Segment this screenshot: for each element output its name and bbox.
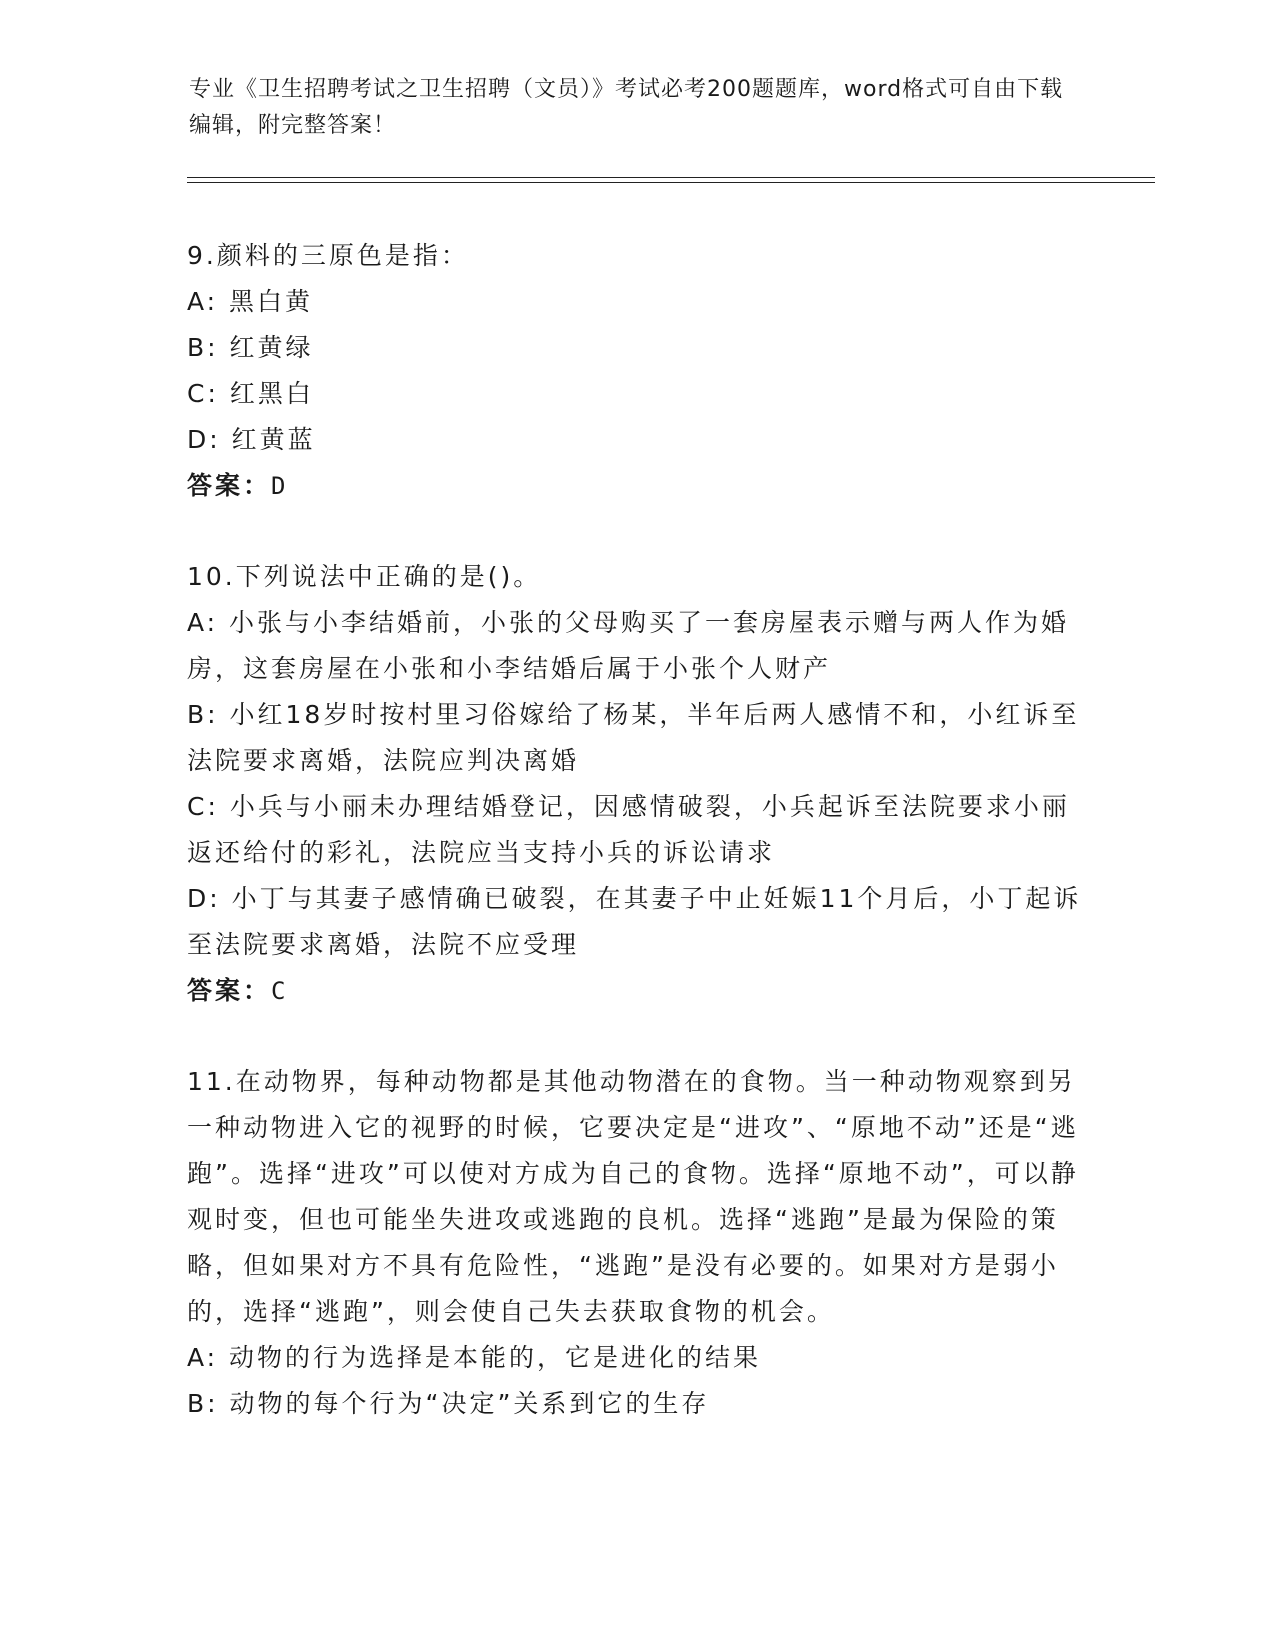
- question-11: [187, 1059, 1087, 1427]
- option-d: D: 小丁与其妻子感情确已破裂，在其妻子中止妊娠11个月后，小丁起诉至法院要求离婚，法院不应受理: [187, 884, 1082, 959]
- option-c: C: 小兵与小丽未办理结婚登记，因感情破裂，小兵起诉至法院要求小丽返还给付的彩礼，法院应当支持小兵的诉讼请求: [187, 792, 1070, 867]
- question-9: [187, 233, 1087, 509]
- header-divider-top: [187, 177, 1155, 178]
- question-10: [187, 554, 1087, 1014]
- option-a: A: 动物的行为选择是本能的，它是进化的结果: [187, 1343, 762, 1372]
- answer-line: [187, 968, 1087, 1014]
- answer-line: [187, 463, 1087, 509]
- question-stem: 9.颜料的三原色是指：: [187, 241, 469, 270]
- option-a: A: 小张与小李结婚前，小张的父母购买了一套房屋表示赠与两人作为婚房，这套房屋在小张和小李结婚后属于小张个人财产: [187, 608, 1070, 683]
- question-stem: 11.在动物界，每种动物都是其他动物潜在的食物。当一种动物观察到另一种动物进入它的视野的时候，它要决定是“进攻”、“原地不动”还是“逃跑”。选择“进攻”可以使对方成为自己的食物。选择“原地不动”，可以静观时变，但也可能坐失进攻或逃跑的良机。选择“逃跑”是最为保险的策略，但如果对方不具有危险性，“逃跑”是没有必要的。如果对方是弱小的，选择“逃跑”，则会使自己失去获取食物的机会。: [187, 1067, 1079, 1326]
- option-b: B: 红黄绿: [187, 333, 314, 362]
- question-list: [187, 233, 1087, 1427]
- answer-value: C: [271, 977, 289, 1005]
- option-c: C: 红黑白: [187, 379, 314, 408]
- document-header: 专业《卫生招聘考试之卫生招聘（文员）》考试必考200题题库，word格式可自由下载编辑，附完整答案！: [189, 77, 1064, 138]
- option-d: D: 红黄蓝: [187, 425, 316, 454]
- answer-value: D: [271, 472, 289, 500]
- option-b: B: 动物的每个行为“决定”关系到它的生存: [187, 1389, 710, 1418]
- option-a: A: 黑白黄: [187, 287, 314, 316]
- answer-label: 答案：: [187, 471, 272, 500]
- header-divider-bottom: [187, 182, 1155, 183]
- question-stem: 10.下列说法中正确的是()。: [187, 562, 542, 591]
- answer-label: 答案：: [187, 976, 272, 1005]
- option-b: B: 小红18岁时按村里习俗嫁给了杨某，半年后两人感情不和，小红诉至法院要求离婚，法院应判决离婚: [187, 700, 1080, 775]
